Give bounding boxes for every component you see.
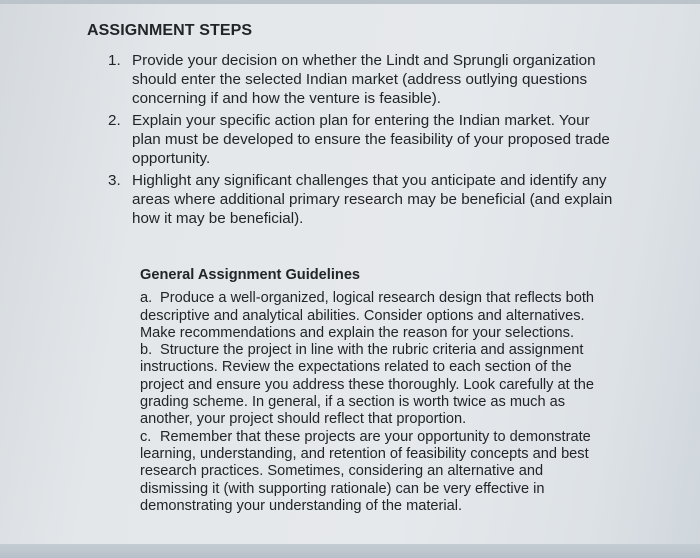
guideline-item [140,342,612,428]
bottom-edge [0,544,700,558]
guideline-text: Remember that these projects are your opportunity to demonstrate learning, understanding, and retention of feasibility concepts and best research practices. Sometimes, considering an alternative and dismissing it (with supporting rationale) can be very effective in demonstrating your understanding of the material. [140,428,591,514]
guidelines-title: General Assignment Guidelines [140,267,361,283]
step-number: 3. [108,172,121,189]
step-text: Provide your decision on whether the Lindt and Sprungli organization should enter the selected Indian market (address outlying questions concerning if and how the venture is feasible). [132,52,596,107]
step-text: Highlight any significant challenges that you anticipate and identify any areas where additional primary research may be beneficial (and explain how it may be beneficial). [132,172,613,227]
general-guidelines [140,267,612,515]
section-heading: ASSIGNMENT STEPS [87,22,253,39]
step-item [108,111,613,168]
step-number: 1. [108,52,121,69]
guideline-text: Structure the project in line with the rubric criteria and assignment instructions. Review the expectations related to each section of the project and ensure you address these thoroughly. Look carefully at the grading scheme. In general, if a section is worth twice as much as another, your project should reflect that proportion. [140,342,595,428]
guideline-letter: b. [140,342,153,359]
guideline-text: Produce a well-organized, logical research design that reflects both descriptive and analytical abilities. Consider options and alternatives. Make recommendations and explain the reason for your selections. [140,290,595,341]
step-number: 2. [108,112,121,129]
assignment-steps-list [108,51,613,231]
guideline-letter: c. [140,428,152,445]
guideline-letter: a. [140,290,153,307]
step-item [108,51,613,108]
step-text: Explain your specific action plan for entering the Indian market. Your plan must be developed to ensure the feasibility of your proposed trade opportunity. [132,112,610,167]
step-item [108,171,613,228]
guideline-item [140,429,612,515]
top-edge [0,0,700,4]
guideline-item [140,290,612,342]
